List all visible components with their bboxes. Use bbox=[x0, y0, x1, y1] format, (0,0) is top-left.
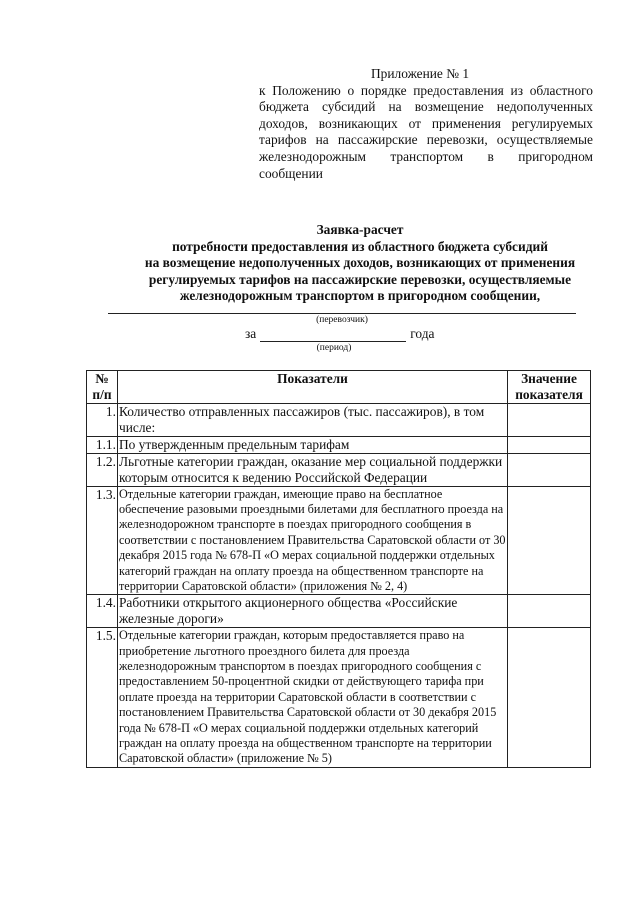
row-value bbox=[508, 595, 591, 628]
row-value bbox=[508, 453, 591, 486]
title-line-3: на возмещение недополученных доходов, возникающих от применения bbox=[144, 255, 576, 271]
row-value bbox=[508, 436, 591, 453]
row-value bbox=[508, 628, 591, 768]
appendix-body: к Положению о порядке предоставления из областного бюджета субсидий на возмещение недополученных доходов, возникающих от применения регулируемых тарифов на пассажирские перевозки, осуществляемые железнодорожным транспортом в пригородном сообщении bbox=[259, 82, 593, 181]
row-num: 1.4. bbox=[87, 595, 118, 628]
document-title bbox=[70, 222, 640, 305]
row-indicator: Отдельные категории граждан, имеющие право на бесплатное обеспечение разовыми проездными билетами для бесплатного проезда на железнодорожном транспорте в поездах пригородного сообщения в соответствии с постановлением Правительства Саратовской области от 30 декабря 2015 года № 678-П «О мерах социальной поддержки отдельных категорий граждан на оплату проезда на общественном транспорте на территории Саратовской области» (приложения № 2, 4) bbox=[118, 486, 506, 593]
row-value bbox=[508, 404, 591, 437]
row-value bbox=[508, 486, 591, 595]
title-line-4: регулируемых тарифов на пассажирские перевозки, осуществляемые bbox=[148, 271, 572, 287]
header-indicator: Показатели bbox=[117, 371, 507, 404]
row-indicator: Льготные категории граждан, оказание мер социальной поддержки которым относится к ведению Российской Федерации bbox=[117, 453, 507, 486]
indicators-table bbox=[86, 370, 591, 768]
carrier-caption: (перевозчик) bbox=[316, 315, 368, 325]
carrier-blank-line bbox=[108, 313, 576, 314]
period-suffix: года bbox=[410, 326, 435, 341]
row-indicator: По утвержденным предельным тарифам bbox=[117, 436, 507, 453]
period-prefix: за bbox=[245, 326, 257, 341]
period-row bbox=[245, 326, 434, 342]
table-row bbox=[87, 595, 591, 628]
title-line-1: Заявка-расчет bbox=[316, 222, 404, 237]
table-row bbox=[87, 453, 591, 486]
row-indicator: Количество отправленных пассажиров (тыс. пассажиров), в том числе: bbox=[117, 404, 507, 437]
row-indicator: Работники открытого акционерного общества «Российские железные дороги» bbox=[117, 595, 507, 628]
period-blank-line bbox=[260, 327, 406, 342]
row-num: 1.2. bbox=[87, 453, 118, 486]
table-row bbox=[87, 404, 591, 437]
appendix-title: Приложение № 1 bbox=[371, 66, 470, 81]
table-header-row bbox=[87, 371, 591, 404]
row-indicator: Отдельные категории граждан, которым предоставляется право на приобретение льготного проездного билета для проезда железнодорожным транспортом в поездах пригородного сообщения с предоставлением 50-процентной скидки от действующего тарифа при оплате проезда на территории Саратовской области в соответствии с постановлением Правительства Саратовской области от 30 декабря 2015 года № 678-П «О мерах социальной поддержки отдельных категорий граждан на оплату проезда на общественном транспорте на территории Саратовской области» (приложение № 5) bbox=[117, 628, 507, 768]
row-num: 1.1. bbox=[87, 436, 118, 453]
row-num: 1.5. bbox=[87, 628, 118, 768]
row-num: 1.3. bbox=[87, 486, 118, 595]
title-line-5: железнодорожным транспортом в пригородном сообщении, bbox=[179, 288, 541, 304]
header-value: Значение показателя bbox=[508, 371, 591, 404]
header-num: № п/п bbox=[87, 371, 118, 404]
period-caption: (период) bbox=[316, 343, 352, 353]
appendix-block bbox=[259, 66, 593, 182]
table-row bbox=[87, 436, 591, 453]
row-num: 1. bbox=[87, 404, 118, 437]
title-line-2: потребности предоставления из областного бюджета субсидий bbox=[172, 238, 548, 254]
table-row bbox=[87, 628, 591, 768]
table-row bbox=[87, 486, 591, 595]
